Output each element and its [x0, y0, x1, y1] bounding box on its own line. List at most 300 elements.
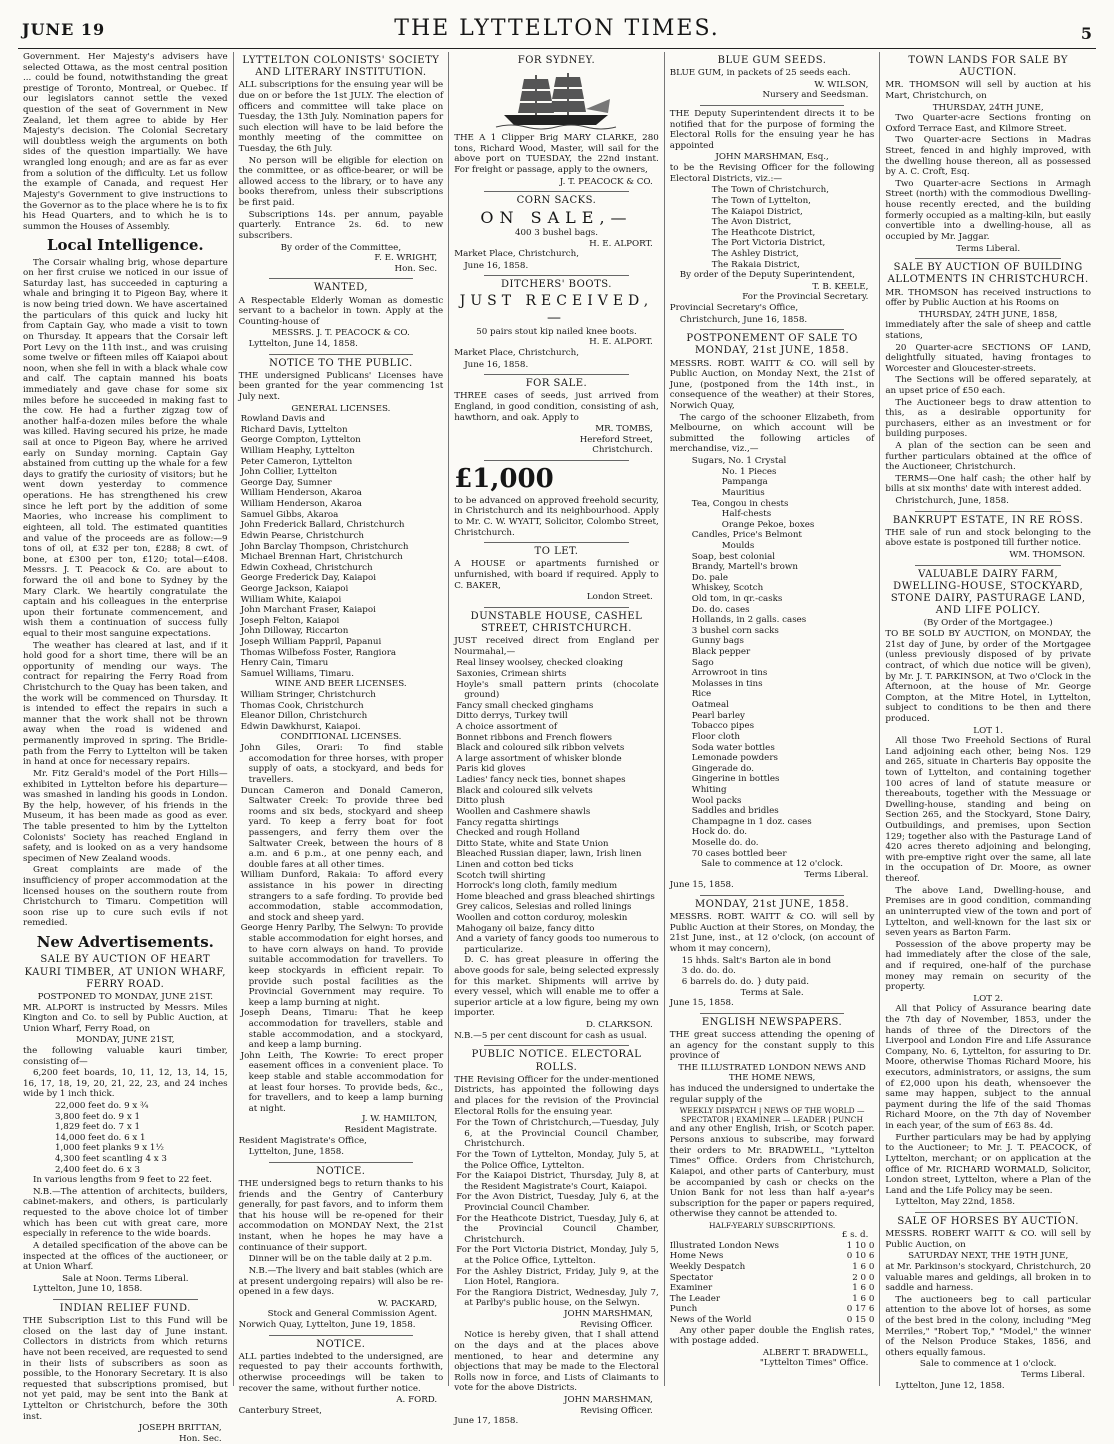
ad-text: MR. ALPORT is instructed by Messrs. Miles Kington and Co. to sell by Public Auction, at Union Wharf, Ferry Road, on	[23, 1002, 228, 1034]
license-entry: John Frederick Ballard, Christchurch	[240, 520, 405, 531]
license-entry: Samuel Gibbs, Akaroa	[240, 509, 339, 520]
separator	[915, 565, 1061, 566]
district-entry: The Heathcote District,	[711, 227, 816, 238]
signature: WM. THOMSON.	[1009, 550, 1085, 561]
article-paragraph: The weather has cleared at last, and if it hold good for a short time, there will be an opportunity of mending our ways. The contract for repairing the Ferry Road from Christchurch to the Quay has been taken, and the work will be commenced on Thursday. It is intended to effect the repairs in such a manner that the work shall not be thrown away when the road is widened and permanently improved in spring. The Bridle-path from the Ferry to Lyttelton will be taken in hand at once for necessary repairs.	[23, 640, 228, 768]
license-entry: Edwin Coxhead, Christchurch	[240, 562, 373, 573]
paper-price: 0 10 6	[846, 1251, 875, 1262]
paper-price: 1 6 0	[852, 1283, 875, 1294]
signature: D. CLARKSON.	[586, 1020, 653, 1031]
signature: A. FORD.	[396, 1395, 438, 1406]
ad-text: MR. THOMSON will sell by auction at his Mart, Christchurch, on	[885, 80, 1091, 101]
separator	[269, 1335, 414, 1336]
paper-name: Weekly Despatch	[669, 1261, 746, 1272]
papers-list: WEEKLY DISPATCH | NEWS OF THE WORLD — SPECTATOR | EXAMINER — LEADER | PUNCH	[679, 1106, 865, 1125]
deputy-superintendent-notice	[670, 109, 875, 325]
license-entry: George Frederick Day, Kaiapoi	[240, 573, 376, 584]
column-1	[18, 52, 234, 1444]
section-title: HALF-YEARLY SUBSCRIPTIONS.	[708, 1220, 836, 1230]
subscription-row	[670, 1315, 875, 1326]
separator	[53, 1299, 198, 1300]
separator	[915, 258, 1061, 259]
license-entry: Samuel Williams, Timaru.	[240, 668, 355, 679]
subscription-row	[670, 1273, 875, 1284]
signature: London Street.	[586, 592, 653, 603]
merchandise-item: Mauritius	[721, 487, 765, 498]
ad-dateline: Lyttelton, June 10, 1858.	[33, 1284, 143, 1295]
ad-date: THURSDAY, 24TH JUNE,	[932, 102, 1044, 113]
sydney-ship-ad	[454, 55, 659, 187]
merchandise-item: Old tom, in qr.-casks	[691, 593, 783, 604]
section-title: WINE AND BEER LICENSES.	[275, 679, 407, 690]
goods-item: A choice assortment of	[456, 722, 558, 733]
ad-text: Further particulars may be had by applying to the Auctioneer; to Mr. J. T. PEACOCK, of Lyttelton, merchant; or on application at the office of Mr. RICHARD WORMALD, Solicitor, London street, Lyttelton, where a Plan of the Land and the Life Policy may be seen.	[885, 1132, 1091, 1196]
dunstable-house-ad	[454, 611, 659, 1042]
timber-line: 1,829 feet do. 7 x 1	[55, 1122, 141, 1133]
ad-title: CORN SACKS.	[516, 195, 597, 207]
ad-text: A HOUSE or apartments furnished or unfurnished, with board if required. Apply to C. BAKER,	[454, 559, 659, 591]
article-paragraph: Mr. Fitz Gerald's model of the Port Hills—exhibited in Lyttelton before his departure—was smashed in landing his goods in London. By the help, however, of his friends in the Museum, it has been made as good as ever. The table presented to him by the Lyttelton Colonists' Society has reached England in safety, and is looked on as a very handsome specimen of New Zealand woods.	[23, 768, 228, 864]
merchandise-item: Saddles and bridles	[691, 806, 779, 817]
ad-subtitle: POSTPONED TO MONDAY, JUNE 21ST.	[37, 991, 214, 1002]
ad-text: The cargo of the schooner Elizabeth, from Melbourne, on which account will be submitted the following articles of merchandise, viz.,—	[669, 412, 875, 455]
ad-text: Dinner will be on the table daily at 2 p.m.	[248, 1254, 433, 1265]
ad-text: 20 Quarter-acre SECTIONS OF LAND, delightfully situated, having frontages to Worcester and Gloucester-streets.	[885, 342, 1091, 374]
ad-title: SALE BY AUCTION OF HEART KAURI TIMBER, AT UNION WHARF, FERRY ROAD.	[24, 954, 226, 990]
timber-line: 1,000 feet planks 9 x 1½	[55, 1143, 164, 1154]
separator	[484, 275, 629, 276]
ad-headline: THE ILLUSTRATED LONDON NEWS AND THE HOME NEWS,	[678, 1062, 866, 1084]
section-title: CONDITIONAL LICENSES.	[280, 732, 402, 743]
ad-dateline: Lyttelton, June 12, 1858.	[895, 1380, 1005, 1391]
ale-item: 15 hhds. Salt's Barton ale in bond	[681, 955, 832, 966]
ad-title: LYTTELTON COLONISTS' SOCIETY AND LITERARY INSTITUTION.	[242, 55, 440, 79]
paper-price: 2 0 0	[852, 1272, 875, 1283]
merchandise-item: Molasses in tins	[691, 678, 763, 689]
paper-name: Punch	[669, 1304, 698, 1315]
signature: J. T. PEACOCK & CO.	[559, 176, 653, 187]
ad-text: Possession of the above property may be had immediately after the close of the sale, and if required, one-half of the purchase money may remain on security of the property.	[885, 939, 1091, 993]
paper-name: Home News	[669, 1251, 724, 1262]
ad-text: 50 pairs stout kip nailed knee boots.	[476, 326, 637, 337]
paper-price: 1 6 0	[852, 1293, 875, 1304]
ad-text: MESSRS. ROBERT WAITT & CO. will sell by Public Auction, on	[885, 1229, 1091, 1250]
revision-entry: For the Rangiora District, Wednesday, July 7, at Parlby's public house, on the Selwyn.	[456, 1287, 659, 1309]
ad-title: BANKRUPT ESTATE, IN RE ROSS.	[892, 514, 1084, 526]
ad-title: NOTICE.	[316, 1165, 366, 1177]
separator	[484, 542, 629, 543]
signature: Christchurch.	[592, 445, 653, 456]
ad-date: SATURDAY NEXT, THE 19TH JUNE,	[908, 1251, 1069, 1262]
goods-item: A large assortment of whisker blonde	[456, 753, 622, 764]
ad-text: No person will be eligible for election on the committee, or as office-bearer, or will be allowed access to the library, or to have any books therefrom, unless their subscriptions be first paid.	[238, 155, 444, 209]
ad-text: 400 3 bushel bags.	[514, 227, 598, 238]
separator	[700, 105, 845, 106]
ad-text: All that Policy of Assurance bearing date the 7th day of November, 1853, under the hands of three of the Directors of the Liverpool and London Fire and Life Assurance Company, No. 6, Lyttelton, for assuring to Dr. Moore, otherwise Thomas Richard Moore, his executors, administrators, or assigns, the sum of £2,000 upon his death, whensoever the same may happen, subject to the annual payment during the life of the said Thomas Richard Moore, on the 7th day of November in each year, of the sum of £63 8s. 4d.	[885, 1004, 1091, 1132]
goods-item: Linen and cotton bed ticks	[456, 859, 574, 870]
license-entry: George Jackson, Kaiapoi	[240, 583, 349, 594]
signature: Resident Magistrate.	[344, 1125, 438, 1136]
merchandise-item: Candles, Price's Belmont	[691, 530, 802, 541]
lot-heading: LOT 1.	[973, 725, 1004, 736]
license-entry: Rowland Davis and	[240, 414, 326, 425]
ad-office: Resident Magistrate's Office,	[238, 1135, 367, 1146]
signature: J. W. HAMILTON,	[361, 1114, 438, 1125]
subscription-row	[670, 1251, 875, 1262]
goods-item: Checked and rough Holland	[456, 828, 580, 839]
goods-item: Grey calicos, Selesias and rolled linings	[456, 902, 632, 913]
section-title: GENERAL LICENSES.	[291, 403, 391, 414]
license-entry: Joseph Felton, Kaiapoi	[240, 615, 340, 626]
ad-title: TO LET.	[534, 546, 579, 558]
ad-text: MR. THOMSON has received instructions to offer by Public Auction at his Rooms on	[885, 287, 1091, 309]
ad-headline: ON SALE,—	[480, 208, 633, 228]
local-intelligence-heading: Local Intelligence.	[46, 236, 204, 255]
ad-text: at Mr. Parkinson's stockyard, Christchurch, 20 valuable mares and geldings, all broken in to saddle and harness.	[885, 1261, 1091, 1294]
district-entry: The Town of Christchurch,	[711, 185, 829, 196]
subscription-row	[670, 1294, 875, 1305]
license-entry: William Henderson, Akaroa	[240, 488, 362, 499]
ad-dateline: Lyttelton, June, 1858.	[248, 1147, 345, 1158]
ad-title: ENGLISH NEWSPAPERS.	[701, 1016, 843, 1028]
english-newspapers-ad	[670, 1017, 875, 1369]
merchandise-item: Lemonade powders	[691, 753, 778, 764]
town-lands-ad	[885, 55, 1091, 254]
goods-item: Black and coloured silk ribbon velvets	[456, 743, 625, 754]
ad-text: BLUE GUM, in packets of 25 seeds each.	[669, 68, 851, 79]
merchandise-item: Half-chests	[721, 509, 772, 520]
signature: For the Provincial Secretary.	[742, 292, 869, 303]
column-2	[234, 52, 450, 1416]
district-entry: The Port Victoria District,	[711, 238, 826, 249]
indian-relief-ad	[23, 1303, 228, 1444]
conditional-license: John Leith, The Kowrie: To erect proper easement offices in a convenient place. To keep stable and stable accommodation for at least four horses. To provide beds, &c., for travellers, and to keep a lamp burning at night.	[240, 1050, 444, 1114]
ad-title: PUBLIC NOTICE. ELECTORAL ROLLS.	[471, 1049, 642, 1073]
ad-dateline: June 17, 1858.	[454, 1416, 519, 1427]
ad-title: SALE OF HORSES BY AUCTION.	[897, 1215, 1079, 1227]
building-allotments-ad	[885, 262, 1091, 507]
revision-entry: For the Town of Lyttelton, Monday, July 5, at the Police Office, Lyttelton.	[456, 1149, 659, 1171]
signature: JOHN MARSHMAN,	[564, 1309, 653, 1320]
signature: Stock and General Commission Agent.	[267, 1309, 438, 1320]
merchandise-item: Pampanga	[721, 477, 768, 488]
merchandise-item: Hock do. do.	[691, 827, 748, 838]
ad-text: to be the Revising Officer for the following Electoral Districts, viz.:—	[669, 163, 875, 184]
issue-date: JUNE 19	[22, 20, 106, 39]
price-header: £ s. d.	[841, 1230, 869, 1241]
merchandise-item: Do. pale	[691, 572, 729, 583]
ad-title: POSTPONEMENT OF SALE TO MONDAY, 21st JUNE, 1858.	[686, 333, 858, 357]
separator	[269, 354, 414, 355]
signature: H. E. ALPORT.	[589, 337, 653, 348]
ad-title: TOWN LANDS FOR SALE BY AUCTION.	[908, 55, 1068, 79]
lot-heading: LOT 2.	[973, 993, 1004, 1004]
ad-text: Sale to commence at 12 o'clock.	[701, 859, 844, 870]
separator	[700, 895, 845, 896]
merchandise-item: No. 1 Pieces	[721, 466, 777, 477]
ad-dateline: June 16, 1858.	[464, 260, 529, 271]
corn-sacks-ad	[454, 195, 659, 271]
subscription-row	[670, 1262, 875, 1273]
goods-item: And a variety of fancy goods too numerous to particularize.	[456, 934, 659, 955]
timber-line: 14,000 feet do. 6 x 1	[55, 1132, 146, 1143]
merchandise-item: Tobacco pipes	[691, 721, 755, 732]
merchandise-item: Sugars, No. 1 Crystal	[691, 456, 787, 467]
signature: Hon. Sec.	[178, 1433, 222, 1444]
ad-dateline: June 16, 1858.	[464, 359, 529, 370]
bankrupt-estate-ad	[885, 515, 1091, 561]
merchandise-item: Sago	[691, 657, 714, 668]
ad-text: D. C. has great pleasure in offering the above goods for sale, being selected expressly for this market. Shipments will arrive by every vessel, which will enable me to offer a superior article at a low figure, being my own importer.	[454, 955, 659, 1019]
signature: ALBERT T. BRADWELL,	[762, 1347, 869, 1358]
ship-illustration	[454, 69, 659, 131]
merchandise-item: Gingerade do.	[691, 763, 754, 774]
merchandise-item: Pearl barley	[691, 710, 745, 721]
to-let-ad	[454, 546, 659, 603]
revision-entry: For the Kaiapoi District, Thursday, July 8, at the Resident Magistrate's Court, Kaiapoi.	[456, 1171, 659, 1192]
signature: H. E. ALPORT.	[589, 238, 653, 249]
goods-item: Woollen and cotton corduroy, moleskin	[456, 913, 628, 923]
horses-sale-ad	[885, 1216, 1091, 1391]
revision-entry: For the Town of Christchurch,—Tuesday, July 6, at the Provincial Council Chamber, Christchurch.	[456, 1118, 659, 1150]
separator	[700, 329, 845, 330]
license-entry: Edwin Pearse, Christchurch	[240, 530, 364, 541]
paper-name: Examiner	[669, 1283, 713, 1294]
ad-terms: Terms Liberal.	[1020, 1370, 1085, 1381]
district-entry: The Rakaia District,	[711, 259, 800, 270]
ad-title: MONDAY, 21st JUNE, 1858.	[694, 899, 850, 911]
license-entry: Thomas Wilbefoss Foster, Rangiora	[240, 647, 397, 658]
ad-terms: Sale at Noon. Terms Liberal.	[62, 1273, 189, 1284]
merchandise-item: Do. do. cases	[691, 604, 750, 615]
ad-title: WANTED,	[313, 282, 368, 294]
column-4	[665, 52, 881, 1386]
license-entry: George Compton, Lyttelton	[240, 435, 361, 446]
newspaper-title: THE LYTTELTON TIMES.	[394, 16, 720, 41]
ad-dateline: June 15, 1858.	[669, 998, 734, 1009]
separator	[484, 374, 629, 375]
ad-text: N.B.—The livery and bait stables (which are at present undergoing repairs) will also be re-opened in a few days.	[238, 1265, 444, 1298]
ad-text: immediately after the sale of sheep and cattle stations,	[885, 320, 1091, 341]
paper-name: Spectator	[669, 1272, 713, 1283]
merchandise-item: Moselle do. do.	[691, 838, 759, 848]
signature: MR. TOMBS,	[595, 424, 653, 435]
ad-dateline: Lyttelton, May 22nd, 1858.	[895, 1197, 1015, 1208]
merchandise-item: Tea, Congou in chests	[691, 498, 789, 509]
signature: Hereford Street,	[579, 434, 653, 445]
ad-text: A detailed specification of the above can be inspected at the offices of the auctioneer, or at Union Wharf.	[23, 1240, 228, 1273]
appointee-name: JOHN MARSHMAN, Esq.,	[715, 152, 829, 163]
merchandise-item: 70 cases bottled beer	[691, 848, 787, 859]
license-entry: William Henderson, Akaroa	[240, 499, 362, 510]
ad-dateline: June 15, 1858.	[669, 880, 734, 891]
ad-dateline: Norwich Quay, Lyttelton, June 19, 1858.	[238, 1319, 416, 1330]
district-entry: The Town of Lyttelton,	[711, 195, 811, 206]
separator	[484, 191, 629, 192]
license-entry: William White, Kaiapoi	[240, 594, 342, 605]
license-entry: John Marchant Fraser, Kaiapoi	[240, 605, 376, 616]
license-entry: Michael Brennan Hart, Christchurch	[240, 552, 403, 563]
ad-note: N.B.—5 per cent discount for cash as usual.	[454, 1030, 647, 1041]
ad-text: Two Quarter-acre Sections fronting on Oxford Terrace East, and Kilmore Street.	[885, 113, 1091, 134]
ad-text: Notice is hereby given, that I shall attend on the days and at the places above mentioned, to hear and determine any objections that may be made to the Electoral Rolls now in force, and Lists of Claimants to vote for the above Districts.	[454, 1330, 659, 1394]
sailing-ship-icon	[496, 69, 616, 131]
merchandise-item: Whiting	[691, 784, 727, 795]
paper-price: 0 15 0	[846, 1314, 875, 1325]
ad-text: to be advanced on approved freehold security, in Christchurch and its neighbourhood. Apply to Mr. C. W. WYATT, Solicitor, Colombo Street, Christchurch.	[454, 495, 659, 538]
ad-title: BLUE GUM SEEDS.	[717, 55, 827, 66]
ad-text: ALL parties indebted to the undersigned, are requested to pay their accounts forthwith, otherwise proceedings will be taken to recover the same, without further notice.	[238, 1351, 444, 1394]
signature: T. B. KEELE,	[812, 281, 869, 292]
merchandise-item: Whiskey, Scotch	[691, 583, 764, 594]
separator	[915, 511, 1061, 512]
column-5	[880, 52, 1096, 1391]
revision-entry: For the Ashley District, Friday, July 9, at the Lion Hotel, Rangiora.	[456, 1266, 659, 1288]
license-entry: Peter Cameron, Lyttelton	[240, 456, 353, 467]
signature: F. E. WRIGHT,	[374, 253, 438, 264]
goods-item: Ditto plush	[456, 796, 505, 807]
signature: Revising Officer.	[580, 1405, 653, 1416]
license-entry: William Heaphy, Lyttelton	[240, 446, 355, 457]
blue-gum-seeds-ad	[670, 55, 875, 101]
revision-entry: For the Heathcote District, Tuesday, July 6, at the Provincial Council Chamber, Christchurch.	[456, 1213, 659, 1245]
ad-text: THE Revising Officer for the under-mentioned Districts, has appointed the following days and places for the revision of the Provincial Electoral Rolls for the ensuing year.	[454, 1074, 659, 1117]
ad-place: Canterbury Street,	[238, 1405, 322, 1416]
ad-text: and any other English, Irish, or Scotch paper. Persons anxious to subscribe, may forward their orders to Mr. BRADWELL, "Lyttelton Times" Office. Orders from Christchurch, Kaiapoi, and other parts of Canterbury, must be accompanied by cash or checks on the Union Bank for not less than half a-year's subscription for the paper or papers required, otherwise they cannot be attended to.	[669, 1124, 875, 1220]
packard-notice	[239, 1166, 444, 1331]
conditional-license: William Dunford, Rakaia: To afford every assistance in his power in directing strangers to a safe fording. To provide bed accommodation, stable accommodation, and stock and sheep yard.	[240, 870, 444, 923]
signature: Revising Officer.	[580, 1319, 653, 1330]
ale-item: 3 do. do. do.	[681, 966, 736, 977]
subscription-row	[670, 1283, 875, 1294]
ad-title: DUNSTABLE HOUSE, CASHEL STREET, CHRISTCHURCH.	[470, 610, 643, 634]
loan-ad	[454, 464, 659, 538]
ad-text: has induced the undersigned to undertake the regular supply of the	[669, 1083, 875, 1105]
ad-office: Provincial Secretary's Office,	[669, 302, 799, 313]
ad-place: Market Place, Christchurch,	[454, 249, 579, 260]
publicans-licenses-notice	[239, 358, 444, 1158]
ad-text: Two Quarter-acre Sections in Madras Street, fenced in and highly improved, with the dwelling house thereon, all as possessed by A. C. Croft, Esq.	[885, 135, 1091, 178]
ad-order: By order of the Deputy Superintendent,	[679, 270, 856, 281]
ad-text: The above Land, Dwelling-house, and Premises are in good condition, commanding an uninterrupted view of the town and port of Lyttelton, and well-known for the last six or seven years as Barton Farm.	[885, 885, 1091, 939]
conditional-license: Joseph Deans, Timaru: That he keep accommodation for travellers, stable and stable accommodation, and a stockyard, and keep a lamp burning.	[240, 1008, 444, 1051]
signature: Nursery and Seedsman.	[762, 90, 869, 101]
conditional-license: Duncan Cameron and Donald Cameron, Saltwater Creek: To provide three bed rooms and six beds, stockyard and sheep yard. To keep a ferry boat for foot passengers, and ferry them over the Saltwater Creek, between the hours of 8 a.m. and 6 p.m., at one penny each, and double fares at all other times.	[240, 785, 444, 870]
new-advertisements-heading: New Advertisements.	[36, 933, 214, 952]
merchandise-item: Orange Pekoe, boxes	[721, 519, 815, 530]
ad-text: N.B.—The attention of architects, builders, cabinet-makers, and others, is particularly requested to the above choice lot of timber which has been cut with great care, more especially in reference to the wide boards.	[23, 1186, 228, 1240]
ale-sale-ad	[670, 899, 875, 1009]
license-entry: William Stringer, Christchurch	[240, 690, 376, 701]
merchandise-item: Soda water bottles	[691, 742, 775, 753]
ad-text: THE Subscription List to this Fund will be closed on the last day of June instant. Collectors in districts from which returns have not been received, are requested to send in their lists of subscribers as soon as possible, to the Honorary Secretary. It is also requested that subscriptions promised, but not yet paid, may be sent into the Bank at Lyttelton or Christchurch, before the 30th inst.	[23, 1316, 228, 1422]
merchandise-item: Rice	[691, 689, 712, 700]
ad-terms: Terms Liberal.	[804, 869, 869, 880]
conditional-license: George Henry Parlby, The Selwyn: To provide stable accommodation for eight horses, and to have corn always on hand. To provide suitable accommodation for travellers. To keep stockyards in efficient repair. To provide such postal facilities as the Provincial Government may require. To keep a lamp burning at night.	[240, 923, 444, 1008]
ad-text: Sale to commence at 1 o'clock.	[919, 1359, 1057, 1370]
license-entry: John Dilloway, Riccarton	[240, 626, 349, 637]
ad-title: INDIAN RELIEF FUND.	[59, 1302, 191, 1314]
goods-item: Hoyle's small pattern prints (chocolate ground)	[456, 679, 659, 701]
ditchers-boots-ad	[454, 279, 659, 370]
ad-headline: JUST RECEIVED,—	[459, 292, 654, 326]
ad-place: Market Place, Christchurch,	[454, 347, 579, 358]
license-entry: Edwin Dawkhurst, Kaiapoi.	[240, 721, 361, 732]
revision-entry: For the Port Victoria District, Monday, July 5, at the Police Office, Lyttelton.	[456, 1245, 659, 1267]
ad-text: 6,200 feet boards, 10, 11, 12, 13, 14, 15, 16, 17, 18, 19, 20, 21, 22, 23, and 24 inches wide by 1 inch thick.	[23, 1068, 228, 1100]
goods-item: Saxonies, Crimean shirts	[456, 668, 567, 679]
signature: W. WILSON,	[814, 79, 869, 90]
column-3	[449, 52, 665, 1427]
signature: "Lyttelton Times" Office.	[759, 1358, 869, 1369]
ad-text: THE A 1 Clipper Brig MARY CLARKE, 280 tons, Richard Wood, Master, will sail for the above port on TUESDAY, the 22nd instant. For freight or passage, apply to the owners,	[454, 133, 659, 176]
wanted-ad	[239, 282, 444, 349]
dairy-farm-ad	[885, 569, 1091, 1208]
ad-date: THURSDAY, 24TH JUNE, 1858,	[918, 309, 1058, 320]
masthead-rule	[18, 48, 1096, 49]
goods-item: Bonnet ribbons and French flowers	[456, 732, 612, 743]
ad-text: JUST received direct from England per Nourmahal,—	[454, 636, 659, 657]
ad-dateline: Lyttelton, June 14, 1858.	[248, 338, 358, 349]
ad-title: DITCHERS' BOOTS.	[501, 279, 612, 291]
seeds-for-sale-ad	[454, 378, 659, 456]
signature: JOSEPH BRITTAN,	[138, 1423, 222, 1434]
ad-text: THE Deputy Superintendent directs it to be notified that for the purpose of forming the Electoral Rolls for the ensuing year he has appointed	[669, 109, 875, 151]
ad-subtitle: (By Order of the Mortgagee.)	[923, 618, 1053, 629]
ad-text: MESSRS. ROBT. WAITT & CO. will sell by Public Auction at their Stores, on Monday, the 21st June, inst., at 12 o'clock, (on account of whom it may concern),	[669, 912, 875, 955]
ad-text: In various lengths from 9 feet to 22 feet.	[33, 1175, 212, 1186]
ad-terms: Terms at Sale.	[740, 987, 804, 998]
signature: JOHN MARSHMAN,	[564, 1394, 653, 1405]
ad-text: TERMS—One half cash; the other half by bills at six months' date with interest added.	[885, 473, 1091, 495]
license-entry: John Barclay Thompson, Christchurch	[240, 541, 409, 552]
ford-notice	[239, 1339, 444, 1417]
article-paragraph: The Corsair whaling brig, whose departure on her first cruise we noticed in our issue of Saturday last, has succeeded in capturing a whale and bringing it to Pigeon Bay, where it is now being tried down. We have ascertained the particulars of this quick and lucky hit from Captain Gay, who made a visit to town on Thursday. It appears that the Corsair left Port Levy on the 11th inst., and was cruising some twelve or fifteen miles off Kaiapoi about noon, when she fell in with a black whale cow and calf. The captain manned his boats immediately and gave chase for some six miles before he succeeded in making fast to the cow. He had a further zigzag tow of another half-a-dozen miles before the whale was killed. Having secured his prize, he made sail at once to Pigeon Bay, where he arrived early on Sunday morning. Captain Gay abstained from cutting up the whale for a few days to gratify the curiosity of visitors; but he went down yesterday to commence operations. He has strengthened his crew since he left port by the addition of some Maories, who increase his compliment to eighteen, all told. The estimated quantities and value of the proceeds are as follow:—9 tons of oil, at £32 per ton, £288; 8 cwt. of bone, at £300 per ton, £120; total—£408. Messrs. J. T. Peacock & Co. are about to forward the oil and bone to Sydney by the Mary Clark. We heartily congratulate the captain and his colleagues in the enterprise upon their fortunate commencement, and wish them a continuation of success fully equal to their most sanguine expectations.	[23, 257, 228, 639]
ad-text: THREE cases of seeds, just arrived from England, in good condition, consisting of ash, hawthorn, and oak. Apply to	[454, 391, 659, 423]
ad-text: the following valuable kauri timber, consisting of—	[23, 1045, 228, 1067]
merchandise-item: Hollands, in 2 galls. cases	[691, 615, 807, 626]
goods-item: Bleached Russian diaper, lawn, Irish linen	[456, 849, 642, 860]
ad-text: A plan of the section can be seen and further particulars obtained at the office of the Auctioneer, Christchurch.	[885, 441, 1091, 473]
merchandise-item: Gingerine in bottles	[691, 774, 780, 785]
ad-text: TO BE SOLD BY AUCTION, on MONDAY, the 21st day of June, by order of the Mortgagee (unless previously disposed of by private contract, of which due notice will be given), by Mr. J. T. PARKINSON, at Two o'Clock in the Afternoon, at the house of Mr. George Compton, at the Mitre Hotel, in Lyttelton, subject to conditions to be then and there produced.	[885, 629, 1091, 724]
merchandise-item: Wool packs	[691, 795, 742, 806]
merchandise-item: Soap, best colonial	[691, 551, 776, 562]
timber-line: 3,800 feet do. 9 x 1	[55, 1111, 141, 1122]
postponement-sale-ad	[670, 333, 875, 891]
paper-price: 1 6 0	[852, 1261, 875, 1272]
timber-line: 22,000 feet do. 9 x ¾	[55, 1101, 149, 1111]
ad-text: ALL subscriptions for the ensuing year will be due on or before the 1st JULY. The election of officers and committee will take place on Tuesday, the 13th July. Nomination papers for such election will have to be laid before the monthly meeting of the committee on Tuesday, the 6th July.	[238, 80, 444, 155]
separator	[700, 1013, 845, 1014]
ad-title: VALUABLE DAIRY FARM, DWELLING-HOUSE, STOCKYARD, STONE DAIRY, PASTURAGE LAND, AND LIFE POLICY.	[890, 568, 1086, 617]
separator	[484, 460, 629, 461]
signature: Hon. Sec.	[394, 263, 438, 274]
timber-line: 2,400 feet do. 6 x 3	[55, 1164, 141, 1175]
signature: W. PACKARD,	[377, 1298, 438, 1309]
colonists-society-ad	[239, 55, 444, 274]
ad-dateline: Christchurch, June 16, 1858.	[679, 314, 808, 325]
page-number: 5	[1080, 24, 1092, 43]
merchandise-item: Champagne in 1 doz. cases	[691, 816, 812, 827]
ad-text: MESSRS. ROBT. WAITT & CO. will sell by Public Auction, on Monday Next, the 21st of June, (postponed from the 14th inst., in consequence of the weather) at their Stores, Norwich Quay,	[669, 358, 875, 412]
merchandise-item: Gunny bags	[691, 636, 744, 647]
merchandise-item: Oatmeal	[691, 700, 729, 711]
separator	[269, 278, 414, 279]
license-entry: Joseph William Pappril, Papanui	[240, 637, 382, 647]
separator	[484, 607, 629, 608]
license-entry: Henry Cain, Timaru	[240, 658, 329, 669]
